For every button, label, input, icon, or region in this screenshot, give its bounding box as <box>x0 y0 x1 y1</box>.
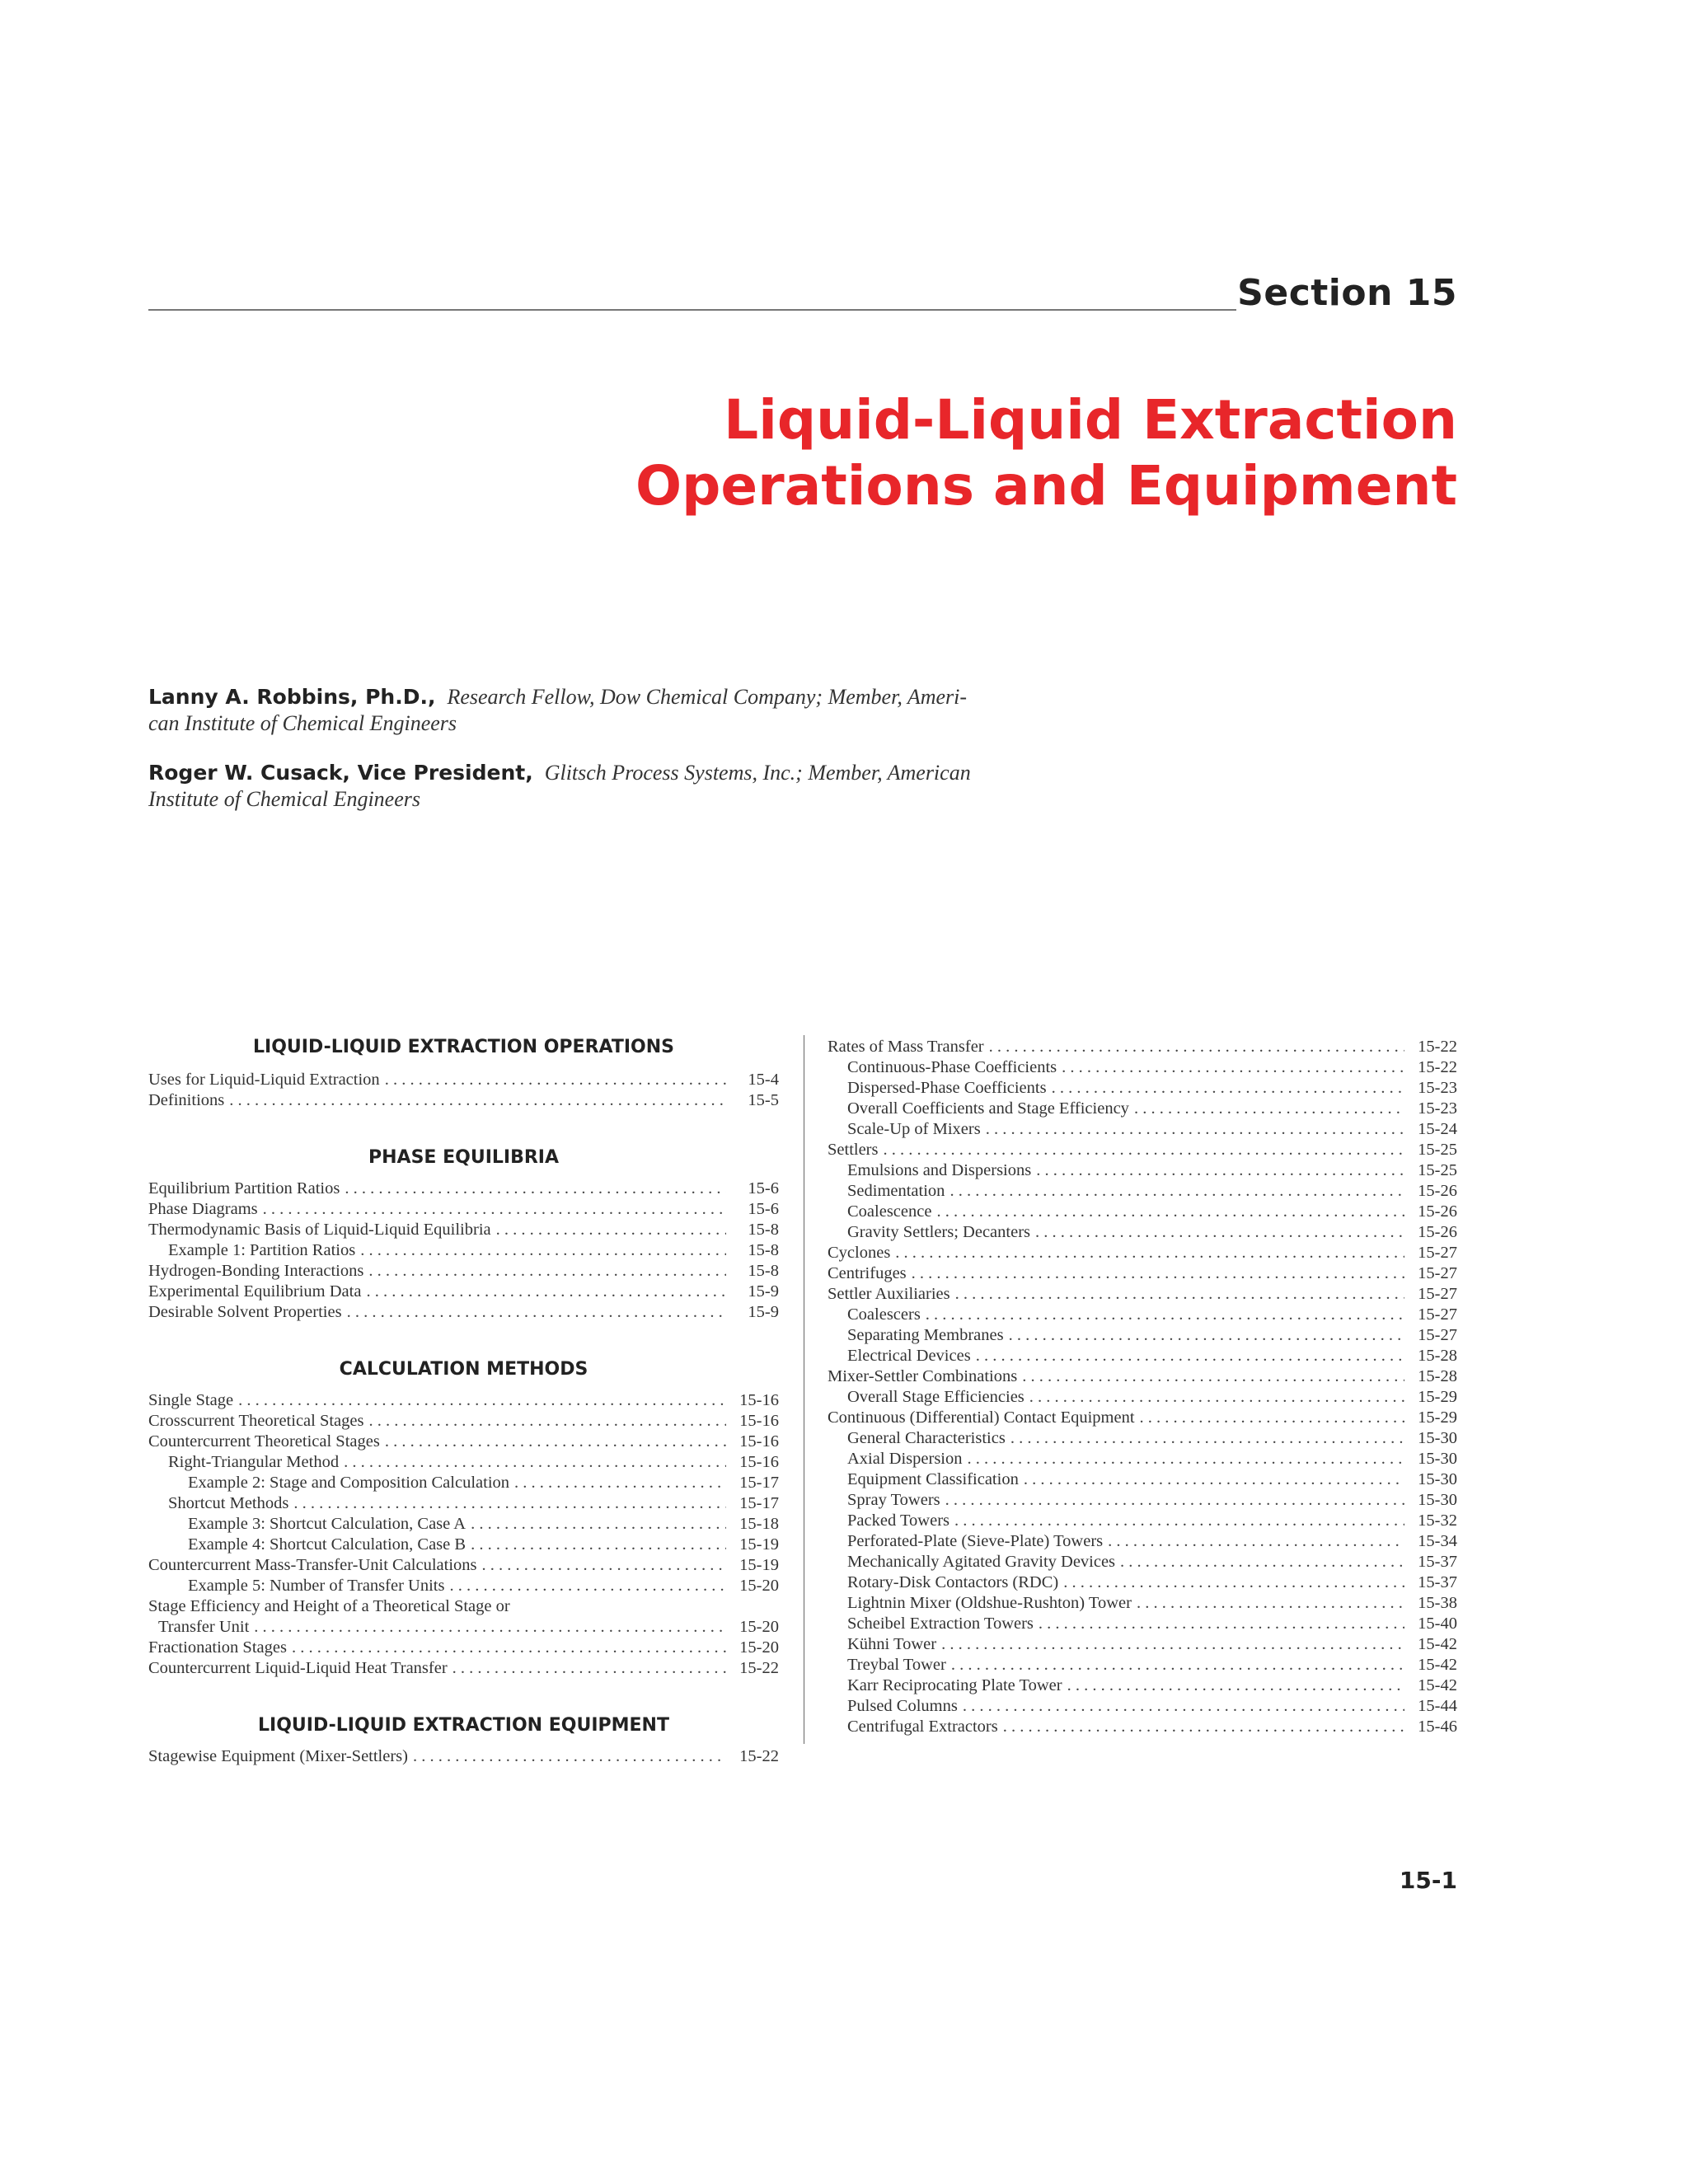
toc-entry-page: 15-27 <box>1418 1285 1457 1303</box>
toc-entry-page: 15-17 <box>739 1494 779 1512</box>
toc-entry-page: 15-22 <box>1418 1038 1457 1056</box>
toc-entry-page: 15-19 <box>739 1535 779 1554</box>
toc-entry[interactable] <box>828 1572 1457 1593</box>
toc-entry-page: 15-23 <box>1418 1079 1457 1097</box>
toc-entry[interactable] <box>148 1535 779 1555</box>
toc-entry[interactable] <box>828 1263 1457 1284</box>
toc-entry[interactable] <box>828 1078 1457 1099</box>
toc-entry-title: Centrifugal Extractors <box>847 1718 998 1736</box>
toc-entry-title: Example 4: Shortcut Calculation, Case B <box>188 1535 467 1554</box>
toc-right-column <box>828 1037 1457 1737</box>
toc-heading: PHASE EQUILIBRIA <box>368 1147 559 1168</box>
toc-entry-page: 15-42 <box>1418 1635 1457 1653</box>
toc-entry-title: Thermodynamic Basis of Liquid-Liquid Equilibria <box>148 1221 491 1239</box>
toc-entry-page: 15-42 <box>1418 1676 1457 1694</box>
toc-entry-title: Mechanically Agitated Gravity Devices <box>847 1553 1116 1571</box>
toc-entry[interactable] <box>148 1617 779 1638</box>
toc-entry-page: 15-4 <box>748 1071 779 1089</box>
toc-entry[interactable] <box>148 1282 779 1302</box>
toc-entry-title: Hydrogen-Bonding Interactions <box>148 1262 364 1280</box>
author-affiliation: Research Fellow, Dow Chemical Company; Member, Ameri- <box>447 685 968 709</box>
toc-entry[interactable] <box>148 1658 779 1679</box>
toc-entry[interactable] <box>828 1325 1457 1346</box>
toc-entry-page: 15-27 <box>1418 1305 1457 1324</box>
toc-entry-title: Experimental Equilibrium Data <box>148 1282 362 1301</box>
toc-entry-title: Transfer Unit <box>158 1618 250 1636</box>
toc-entry-page: 15-16 <box>739 1412 779 1430</box>
toc-entry[interactable] <box>148 1493 779 1514</box>
toc-entry-page: 15-20 <box>739 1618 779 1636</box>
toc-entry-page: 15-8 <box>748 1241 779 1259</box>
toc-entry-title: Fractionation Stages <box>148 1638 287 1657</box>
toc-entry[interactable] <box>828 1057 1457 1078</box>
toc-entry-title: Lightnin Mixer (Oldshue-Rushton) Tower <box>847 1594 1132 1612</box>
toc-heading: LIQUID-LIQUID EXTRACTION EQUIPMENT <box>258 1715 669 1736</box>
toc-entry-page: 15-32 <box>1418 1511 1457 1530</box>
toc-entry-title: Equilibrium Partition Ratios <box>148 1179 340 1197</box>
toc-entry[interactable] <box>148 1390 779 1411</box>
toc-entry-title: Spray Towers <box>847 1491 940 1509</box>
toc-entry-page: 15-17 <box>739 1474 779 1492</box>
toc-entry-title: Uses for Liquid-Liquid Extraction <box>148 1071 380 1089</box>
toc-entry-title: Dispersed-Phase Coefficients <box>847 1079 1047 1097</box>
toc-entry-title: General Characteristics <box>847 1429 1006 1447</box>
toc-entry-title: Stagewise Equipment (Mixer-Settlers) <box>148 1747 408 1765</box>
toc-entry-title: Pulsed Columns <box>847 1697 958 1715</box>
toc-entry-title: Coalescers <box>847 1305 921 1324</box>
toc-entry-page: 15-9 <box>748 1282 779 1301</box>
toc-entry[interactable] <box>828 1243 1457 1263</box>
toc-entry-page: 15-37 <box>1418 1573 1457 1591</box>
toc-entry-title: Countercurrent Mass-Transfer-Unit Calculations <box>148 1556 477 1574</box>
toc-entry-title: Right-Triangular Method <box>168 1453 340 1471</box>
toc-entry-page: 15-5 <box>748 1091 779 1109</box>
toc-left-column <box>148 1037 779 1767</box>
toc-entry-page: 15-26 <box>1418 1202 1457 1221</box>
toc-entry[interactable] <box>148 1452 779 1473</box>
toc-entry-title: Single Stage <box>148 1391 234 1409</box>
toc-entry-title: Settlers <box>828 1141 879 1159</box>
toc-entry[interactable] <box>148 1746 779 1767</box>
toc-entry-page: 15-27 <box>1418 1326 1457 1344</box>
toc-entry[interactable] <box>828 1140 1457 1160</box>
toc-entry-page: 15-16 <box>739 1432 779 1451</box>
toc-entry[interactable] <box>828 1511 1457 1531</box>
toc-entry-title: Sedimentation <box>847 1182 945 1200</box>
toc-entry-title: Countercurrent Liquid-Liquid Heat Transfer <box>148 1659 448 1677</box>
toc-entry-page: 15-42 <box>1418 1656 1457 1674</box>
toc-entry-page: 15-23 <box>1418 1099 1457 1118</box>
chapter-title-line-1: Liquid-Liquid Extraction <box>724 388 1457 452</box>
toc-entry[interactable] <box>828 1469 1457 1490</box>
toc-entry-page: 15-26 <box>1418 1182 1457 1200</box>
toc-entry[interactable] <box>148 1596 779 1617</box>
toc-entry-page: 15-20 <box>739 1638 779 1657</box>
toc-entry[interactable] <box>828 1614 1457 1634</box>
toc-entry-page: 15-30 <box>1418 1491 1457 1509</box>
toc-entry-title: Rotary-Disk Contactors (RDC) <box>847 1573 1059 1591</box>
toc-entry[interactable] <box>148 1240 779 1261</box>
toc-entry[interactable] <box>148 1555 779 1576</box>
toc-entry[interactable] <box>828 1531 1457 1552</box>
toc-entry-page: 15-26 <box>1418 1223 1457 1241</box>
toc-entry[interactable] <box>828 1449 1457 1469</box>
toc-entry-title: Definitions <box>148 1091 225 1109</box>
toc-entry[interactable] <box>148 1302 779 1323</box>
toc-heading: CALCULATION METHODS <box>339 1359 588 1380</box>
toc-entry-page: 15-28 <box>1418 1347 1457 1365</box>
toc-entry-page: 15-22 <box>739 1747 779 1765</box>
toc-entry-title: Scale-Up of Mixers <box>847 1120 981 1138</box>
toc-entry[interactable] <box>828 1346 1457 1366</box>
toc-entry[interactable] <box>828 1037 1457 1057</box>
toc-entry-page: 15-19 <box>739 1556 779 1574</box>
toc-entry-page: 15-6 <box>748 1179 779 1197</box>
toc-entry-page: 15-22 <box>739 1659 779 1677</box>
toc-entry[interactable] <box>148 1473 779 1493</box>
toc-entry[interactable] <box>148 1199 779 1220</box>
toc-entry-page: 15-30 <box>1418 1429 1457 1447</box>
toc-entry[interactable] <box>828 1675 1457 1696</box>
toc-entry-title: Axial Dispersion <box>847 1450 963 1468</box>
toc-entry-page: 15-34 <box>1418 1532 1457 1550</box>
toc-entry-title: Gravity Settlers; Decanters <box>847 1223 1031 1241</box>
toc-entry-title: Desirable Solvent Properties <box>148 1303 342 1321</box>
author-name: Lanny A. Robbins, Ph.D., <box>148 685 436 709</box>
toc-entry-page: 15-37 <box>1418 1553 1457 1571</box>
toc-entry-title: Mixer-Settler Combinations <box>828 1367 1018 1385</box>
toc-entry-page: 15-6 <box>748 1200 779 1218</box>
toc-entry-page: 15-30 <box>1418 1450 1457 1468</box>
toc-entry-page: 15-16 <box>739 1453 779 1471</box>
toc-entry[interactable] <box>828 1717 1457 1737</box>
toc-entry[interactable] <box>828 1655 1457 1675</box>
toc-entry-title: Overall Coefficients and Stage Efficiency <box>847 1099 1129 1118</box>
toc-entry[interactable] <box>148 1411 779 1432</box>
toc-entry[interactable] <box>828 1593 1457 1614</box>
toc-entry-title: Karr Reciprocating Plate Tower <box>847 1676 1062 1694</box>
toc-entry[interactable] <box>828 1696 1457 1717</box>
toc-entry[interactable] <box>148 1090 779 1111</box>
toc-entry[interactable] <box>828 1160 1457 1181</box>
toc-heading: LIQUID-LIQUID EXTRACTION OPERATIONS <box>253 1037 674 1057</box>
toc-entry-title: Cyclones <box>828 1244 891 1262</box>
toc-entry-title: Perforated-Plate (Sieve-Plate) Towers <box>847 1532 1104 1550</box>
toc-entry[interactable] <box>148 1220 779 1240</box>
toc-entry-page: 15-40 <box>1418 1615 1457 1633</box>
toc-entry-page: 15-27 <box>1418 1264 1457 1282</box>
toc-entry[interactable] <box>828 1366 1457 1387</box>
author-affiliation-cont: Institute of Chemical Engineers <box>148 787 421 811</box>
author-block <box>148 684 1014 836</box>
author-entry <box>148 684 1014 737</box>
toc-entry[interactable] <box>148 1514 779 1535</box>
toc-entry-page: 15-46 <box>1418 1718 1457 1736</box>
toc-entry-page: 15-18 <box>739 1515 779 1533</box>
author-affiliation-cont: can Institute of Chemical Engineers <box>148 711 457 735</box>
toc-entry-page: 15-27 <box>1418 1244 1457 1262</box>
chapter-title-line-2: Operations and Equipment <box>635 454 1457 518</box>
toc-entry-title: Scheibel Extraction Towers <box>847 1615 1034 1633</box>
toc-entry-title: Shortcut Methods <box>168 1494 289 1512</box>
toc-entry-title: Crosscurrent Theoretical Stages <box>148 1412 364 1430</box>
toc-entry-title: Treybal Tower <box>847 1656 946 1674</box>
toc-entry[interactable] <box>828 1305 1457 1325</box>
toc-entry-page: 15-30 <box>1418 1470 1457 1488</box>
section-rule <box>148 309 1236 311</box>
toc-entry-title: Centrifuges <box>828 1264 907 1282</box>
toc-entry-title: Continuous-Phase Coefficients <box>847 1058 1057 1076</box>
toc-entry[interactable] <box>148 1432 779 1452</box>
toc-entry[interactable] <box>828 1387 1457 1408</box>
toc-entry-page: 15-44 <box>1418 1697 1457 1715</box>
toc-entry-page: 15-8 <box>748 1262 779 1280</box>
toc-entry[interactable] <box>148 1638 779 1658</box>
author-affiliation: Glitsch Process Systems, Inc.; Member, American <box>544 761 971 785</box>
toc-entry-title: Example 1: Partition Ratios <box>168 1241 356 1259</box>
toc-entry-page: 15-38 <box>1418 1594 1457 1612</box>
toc-entry-page: 15-29 <box>1418 1388 1457 1406</box>
toc-entry-page: 15-25 <box>1418 1161 1457 1179</box>
toc-entry-title: Separating Membranes <box>847 1326 1004 1344</box>
toc-entry[interactable] <box>148 1070 779 1090</box>
toc-entry-title: Example 2: Stage and Composition Calculation <box>188 1474 510 1492</box>
toc-entry-page: 15-8 <box>748 1221 779 1239</box>
author-name: Roger W. Cusack, Vice President, <box>148 761 533 785</box>
toc-entry-title: Equipment Classification <box>847 1470 1019 1488</box>
toc-entry[interactable] <box>828 1099 1457 1119</box>
toc-entry-title: Continuous (Differential) Contact Equipment <box>828 1408 1135 1427</box>
toc-entry-title: Overall Stage Efficiencies <box>847 1388 1025 1406</box>
toc-entry-title: Example 5: Number of Transfer Units <box>188 1577 445 1595</box>
toc-entry[interactable] <box>828 1222 1457 1243</box>
page-number: 15-1 <box>1399 1867 1457 1894</box>
toc-entry[interactable] <box>148 1576 779 1596</box>
toc-entry[interactable] <box>148 1179 779 1199</box>
toc-entry-title: Kühni Tower <box>847 1635 937 1653</box>
toc-entry-page: 15-22 <box>1418 1058 1457 1076</box>
toc-entry[interactable] <box>828 1119 1457 1140</box>
toc-entry-title: Countercurrent Theoretical Stages <box>148 1432 380 1451</box>
toc-entry-page: 15-28 <box>1418 1367 1457 1385</box>
toc-entry-title: Coalescence <box>847 1202 932 1221</box>
toc-entry-title: Example 3: Shortcut Calculation, Case A <box>188 1515 467 1533</box>
toc-entry[interactable] <box>828 1490 1457 1511</box>
toc-entry-title: Rates of Mass Transfer <box>828 1038 984 1056</box>
toc-entry-page: 15-16 <box>739 1391 779 1409</box>
toc-entry-page: 15-29 <box>1418 1408 1457 1427</box>
toc-entry-title: Stage Efficiency and Height of a Theoretical Stage or <box>148 1597 510 1615</box>
toc-entry-page: 15-25 <box>1418 1141 1457 1159</box>
toc-entry[interactable] <box>828 1181 1457 1202</box>
author-entry <box>148 760 1014 813</box>
toc-entry-title: Electrical Devices <box>847 1347 971 1365</box>
toc-entry-page: 15-24 <box>1418 1120 1457 1138</box>
toc-entry-page: 15-20 <box>739 1577 779 1595</box>
toc-entry[interactable] <box>828 1428 1457 1449</box>
toc-entry-title: Phase Diagrams <box>148 1200 258 1218</box>
toc-entry-title: Emulsions and Dispersions <box>847 1161 1032 1179</box>
toc-entry[interactable] <box>828 1284 1457 1305</box>
toc-entry-title: Settler Auxiliaries <box>828 1285 950 1303</box>
section-label: Section 15 <box>1237 272 1457 314</box>
toc-entry-title: Packed Towers <box>847 1511 950 1530</box>
toc-entry[interactable] <box>828 1634 1457 1655</box>
chapter-title <box>635 387 1457 519</box>
toc-entry-page: 15-9 <box>748 1303 779 1321</box>
toc-entry[interactable] <box>828 1552 1457 1572</box>
toc-entry[interactable] <box>828 1408 1457 1428</box>
toc-entry[interactable] <box>148 1261 779 1282</box>
toc-entry[interactable] <box>828 1202 1457 1222</box>
